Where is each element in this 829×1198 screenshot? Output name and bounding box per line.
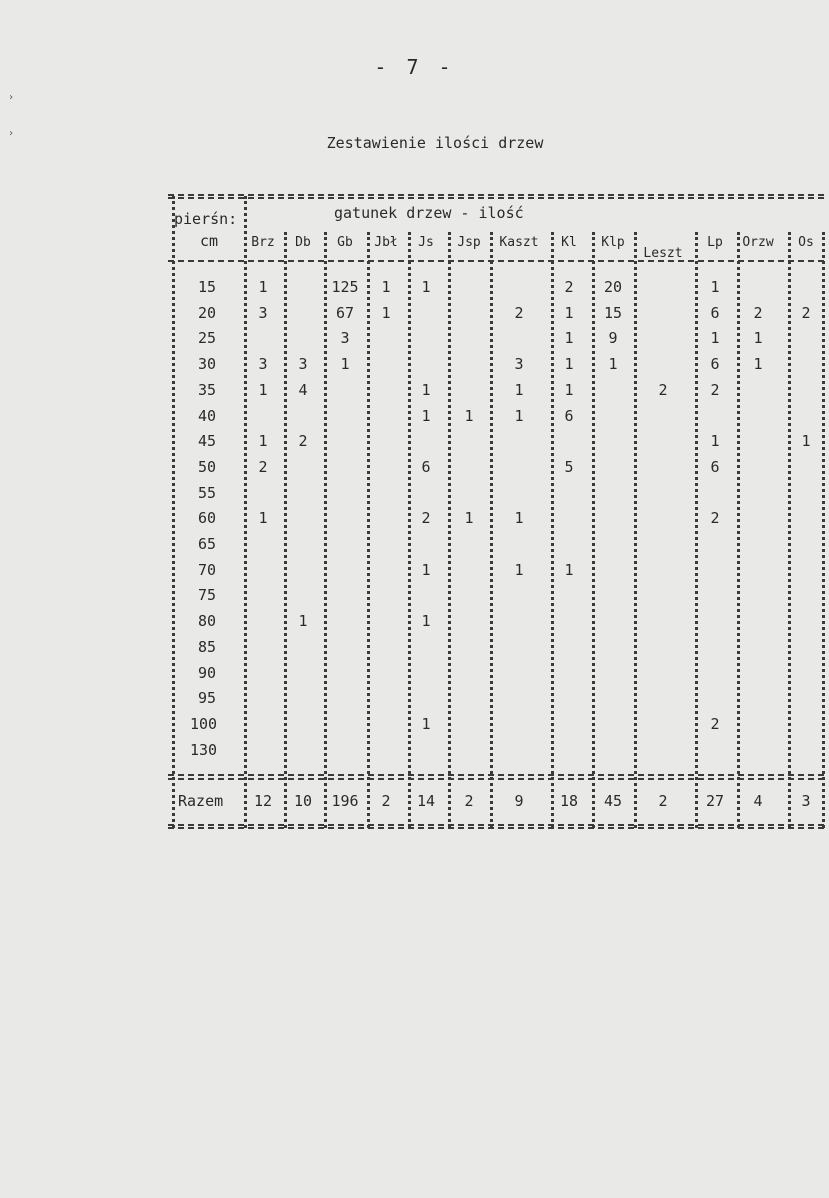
row-header-unit: cm [200, 232, 219, 250]
diameter-cell: 50 [198, 457, 217, 476]
column-header-klp: Klp [601, 235, 625, 250]
count-cell: 3 [258, 303, 268, 322]
table-rule [168, 774, 824, 776]
total-cell: 196 [331, 792, 359, 810]
diameter-cell: 30 [198, 355, 217, 374]
count-cell: 2 [753, 303, 763, 322]
table-rule [168, 197, 824, 199]
count-cell: 1 [514, 560, 524, 579]
table-rule [168, 827, 824, 829]
column-header-gb: Gb [337, 235, 353, 250]
count-cell: 2 [801, 303, 811, 322]
count-cell: 1 [464, 509, 474, 528]
count-cell: 1 [464, 406, 474, 425]
count-cell: 1 [340, 355, 350, 374]
count-cell: 2 [298, 432, 308, 451]
diameter-cell: 75 [198, 586, 217, 605]
total-cell: 18 [559, 792, 579, 810]
column-separator [284, 232, 287, 828]
column-header-kl: Kl [561, 235, 577, 250]
count-cell: 1 [258, 432, 268, 451]
count-cell: 1 [564, 329, 574, 348]
count-cell: 1 [564, 303, 574, 322]
diameter-cell: 45 [198, 432, 217, 451]
total-cell: 14 [416, 792, 436, 810]
column-separator [172, 196, 175, 828]
count-cell: 1 [710, 329, 720, 348]
column-separator [244, 196, 247, 828]
margin-mark: › [8, 92, 15, 103]
column-header-jsp: Jsp [457, 235, 481, 250]
column-header-jbł: Jbł [374, 235, 398, 250]
count-cell: 9 [608, 329, 618, 348]
column-separator [448, 232, 451, 828]
count-cell: 1 [710, 432, 720, 451]
count-cell: 6 [564, 406, 574, 425]
table-rule [168, 194, 824, 196]
count-cell: 1 [421, 406, 431, 425]
column-separator [408, 232, 411, 828]
count-cell: 1 [258, 278, 268, 296]
count-cell: 4 [298, 380, 308, 399]
column-header-os: Os [798, 235, 814, 250]
count-cell: 6 [710, 355, 720, 374]
count-cell: 1 [564, 560, 574, 579]
total-cell: 2 [464, 792, 474, 810]
count-cell: 3 [298, 355, 308, 374]
column-header-kaszt: Kaszt [499, 235, 539, 250]
count-cell: 3 [340, 329, 350, 348]
total-cell: 45 [603, 792, 623, 810]
diameter-cell: 60 [198, 509, 217, 528]
diameter-cell: 55 [198, 483, 217, 502]
count-cell: 2 [710, 714, 720, 733]
count-cell: 1 [421, 278, 431, 296]
species-group-header: gatunek drzew - ilość [334, 204, 524, 222]
count-cell: 5 [564, 457, 574, 476]
count-cell: 1 [608, 355, 618, 374]
total-cell: 12 [253, 792, 273, 810]
diameter-cell: 65 [198, 535, 217, 553]
page-number: - 7 - [374, 55, 455, 79]
total-cell: 4 [753, 792, 763, 810]
count-cell: 2 [710, 509, 720, 528]
count-cell: 1 [564, 380, 574, 399]
column-separator [551, 232, 554, 828]
count-cell: 1 [421, 380, 431, 399]
count-cell: 6 [710, 303, 720, 322]
diameter-cell: 90 [198, 663, 217, 682]
column-separator [788, 232, 791, 828]
column-header-db: Db [295, 235, 311, 250]
column-separator [737, 232, 740, 828]
count-cell: 1 [514, 509, 524, 528]
count-cell: 1 [421, 560, 431, 579]
margin-mark: › [8, 128, 15, 139]
diameter-cell: 40 [198, 406, 217, 425]
count-cell: 6 [710, 457, 720, 476]
diameter-cell: 35 [198, 380, 217, 399]
document-title: Zestawienie ilości drzew [326, 134, 544, 152]
total-cell: 10 [293, 792, 313, 810]
total-label: Razem [178, 792, 224, 810]
column-header-leszt: Leszt [643, 246, 683, 261]
column-separator [490, 232, 493, 828]
count-cell: 1 [801, 432, 811, 451]
count-cell: 20 [603, 278, 623, 296]
count-cell: 1 [381, 303, 391, 322]
count-cell: 2 [564, 278, 574, 296]
total-cell: 27 [705, 792, 725, 810]
column-separator [324, 232, 327, 828]
diameter-cell: 130 [190, 740, 218, 759]
diameter-cell: 20 [198, 303, 217, 322]
count-cell: 3 [514, 355, 524, 374]
count-cell: 3 [258, 355, 268, 374]
count-cell: 1 [381, 278, 391, 296]
diameter-cell: 70 [198, 560, 217, 579]
count-cell: 2 [658, 380, 668, 399]
count-cell: 2 [258, 457, 268, 476]
column-header-lp: Lp [707, 235, 723, 250]
column-header-brz: Brz [251, 235, 275, 250]
column-separator [695, 232, 698, 828]
total-cell: 9 [514, 792, 524, 810]
column-separator [367, 232, 370, 828]
count-cell: 2 [421, 509, 431, 528]
table-rule [168, 260, 824, 262]
count-cell: 1 [298, 612, 308, 631]
count-cell: 1 [421, 714, 431, 733]
table-rule [168, 778, 824, 780]
count-cell: 1 [258, 509, 268, 528]
column-separator [592, 232, 595, 828]
column-separator [822, 232, 825, 828]
count-cell: 1 [753, 355, 763, 374]
diameter-cell: 100 [190, 714, 218, 733]
count-cell: 67 [335, 303, 355, 322]
count-cell: 1 [514, 406, 524, 425]
count-cell: 1 [421, 612, 431, 631]
column-header-js: Js [418, 235, 434, 250]
total-cell: 3 [801, 792, 811, 810]
count-cell: 1 [258, 380, 268, 399]
count-cell: 1 [514, 380, 524, 399]
count-cell: 1 [564, 355, 574, 374]
column-separator [634, 232, 637, 828]
total-cell: 2 [381, 792, 391, 810]
count-cell: 2 [710, 380, 720, 399]
total-cell: 2 [658, 792, 668, 810]
column-header-orzw: Orzw [742, 235, 774, 250]
table-rule [168, 824, 824, 826]
count-cell: 2 [514, 303, 524, 322]
diameter-cell: 95 [198, 689, 217, 708]
diameter-cell: 80 [198, 612, 217, 631]
diameter-cell: 85 [198, 637, 217, 656]
count-cell: 6 [421, 457, 431, 476]
row-header-label: pierśn: [174, 210, 238, 228]
diameter-cell: 15 [198, 278, 217, 296]
diameter-cell: 25 [198, 329, 217, 348]
count-cell: 15 [603, 303, 623, 322]
count-cell: 125 [331, 278, 359, 296]
count-cell: 1 [753, 329, 763, 348]
tree-count-table [168, 188, 824, 834]
count-cell: 1 [710, 278, 720, 296]
